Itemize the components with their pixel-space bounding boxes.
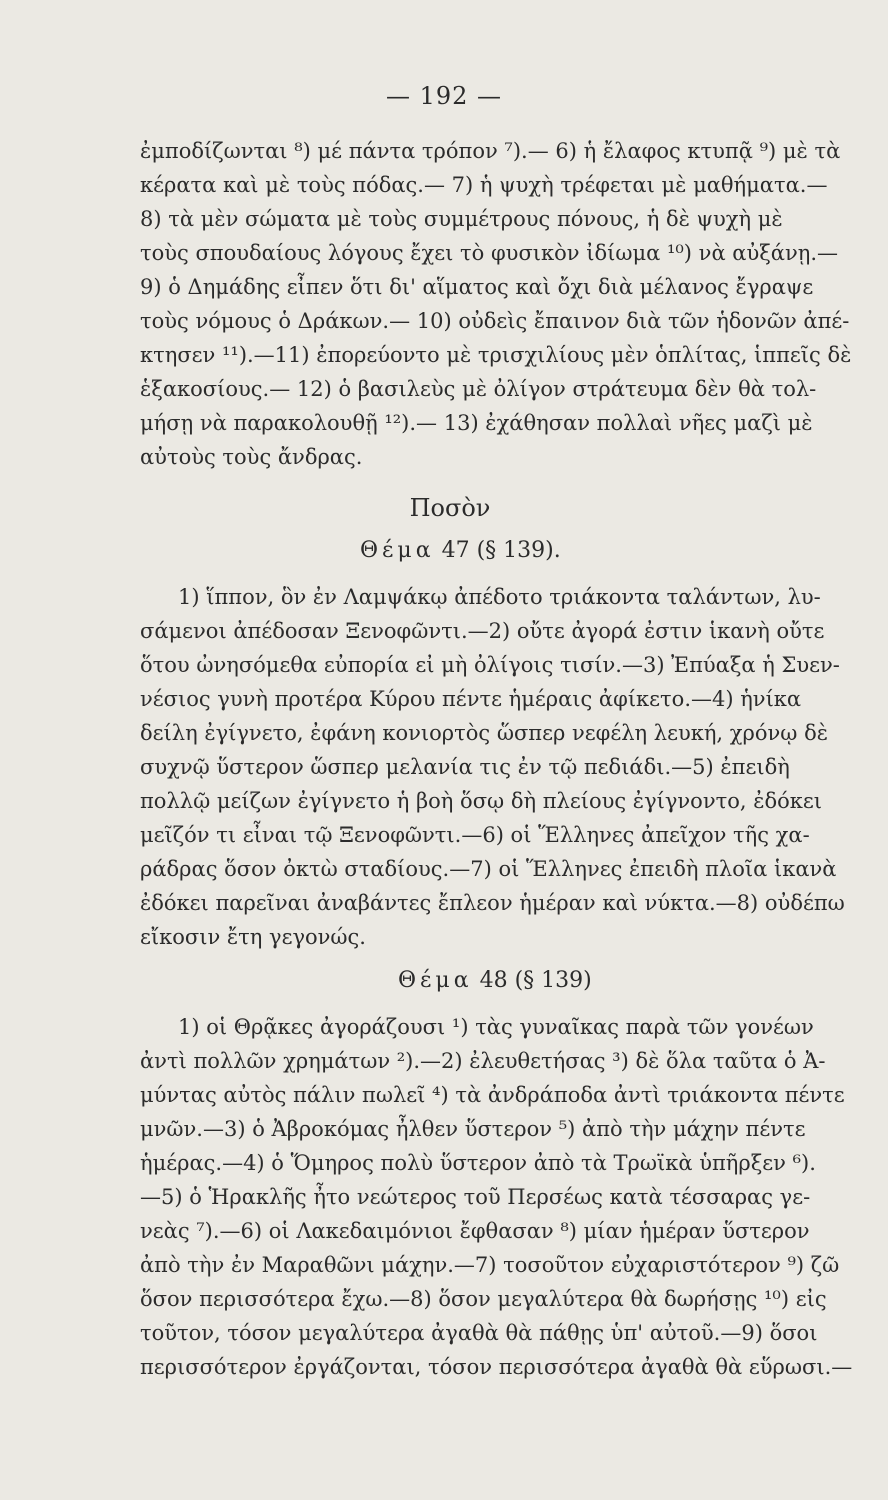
text-line: ὅτου ὠνησόμεθα εὐπορία εἰ μὴ ὀλίγοις τισίν.—3) Ἐπύαξα ἡ Συεν- xyxy=(140,653,840,677)
text-line: 1) οἱ Θρᾷκες ἀγοράζουσι ¹) τὰς γυναῖκας παρὰ τῶν γονέων xyxy=(178,1015,814,1039)
text-line: μύντας αὐτὸς πάλιν πωλεῖ ⁴) τὰ ἀνδράποδα ἀντὶ τριάκοντα πέντε xyxy=(140,1083,845,1107)
text-line: κέρατα καὶ μὲ τοὺς πόδας.— 7) ἡ ψυχὴ τρέφεται μὲ μαθήματα.— xyxy=(140,173,828,197)
text-line: 9) ὁ Δημάδης εἶπεν ὅτι δι' αἵματος καὶ ὄχι διὰ μέλανος ἔγραψε xyxy=(140,275,814,299)
theme-48-text xyxy=(140,1010,878,1384)
theme-47-number: 47 (§ 139). xyxy=(441,538,561,563)
text-line: ἡμέρας.—4) ὁ Ὅμηρος πολὺ ὕστερον ἀπὸ τὰ Τρωϊκὰ ὑπῆρξεν ⁶). xyxy=(140,1151,816,1175)
text-line: κτησεν ¹¹).—11) ἐπορεύοντο μὲ τρισχιλίους μὲν ὁπλίτας, ἱππεῖς δὲ xyxy=(140,343,852,367)
text-line: μήσῃ νὰ παρακολουθῇ ¹²).— 13) ἐχάθησαν πολλαὶ νῆες μαζὶ μὲ xyxy=(140,411,813,435)
text-line: εἴκοσιν ἔτη γεγονώς. xyxy=(140,925,366,949)
text-line: αὐτοὺς τοὺς ἄνδρας. xyxy=(140,445,363,469)
text-line: ἑξακοσίους.— 12) ὁ βασιλεὺς μὲ ὀλίγον στράτευμα δὲν θὰ τολ- xyxy=(140,377,817,401)
paragraph-exercise-continuation xyxy=(140,134,878,474)
text-line: σάμενοι ἀπέδοσαν Ξενοφῶντι.—2) οὔτε ἀγορά ἐστιν ἱκανὴ οὔτε xyxy=(140,619,825,643)
text-line: τοὺς σπουδαίους λόγους ἔχει τὸ φυσικὸν ἰδίωμα ¹⁰) νὰ αὐξάνῃ.— xyxy=(140,241,839,265)
text-line: μεῖζόν τι εἶναι τῷ Ξενοφῶντι.—6) οἱ Ἕλληνες ἀπεῖχον τῆς χα- xyxy=(140,823,810,847)
theme-48-number: 48 (§ 139) xyxy=(479,968,592,993)
section-heading: Ποσὸν xyxy=(409,494,491,522)
text-line: τοὺς νόμους ὁ Δράκων.— 10) οὐδεὶς ἔπαινον διὰ τῶν ἡδονῶν ἀπέ- xyxy=(140,309,850,333)
page-number: — 192 — xyxy=(385,82,503,110)
text-line: 1) ἵππον, ὃν ἐν Λαμψάκῳ ἀπέδοτο τριάκοντα ταλάντων, λυ- xyxy=(178,585,821,609)
text-line: ράδρας ὅσον ὀκτὼ σταδίους.—7) οἱ Ἕλληνες ἐπειδὴ πλοῖα ἱκανὰ xyxy=(140,857,837,881)
text-line: ἐδόκει παρεῖναι ἀναβάντες ἔπλεον ἡμέραν καὶ νύκτα.—8) οὐδέπω xyxy=(140,891,845,915)
text-line: ἀπὸ τὴν ἐν Μαραθῶνι μάχην.—7) τοσοῦτον εὐχαριστότερον ⁹) ζῶ xyxy=(140,1253,840,1277)
theme-47-title xyxy=(360,538,561,563)
text-line: νεὰς ⁷).—6) οἱ Λακεδαιμόνιοι ἔφθασαν ⁸) μίαν ἡμέραν ὕστερον xyxy=(140,1219,810,1243)
text-line: μνῶν.—3) ὁ Ἀβροκόμας ἦλθεν ὕστερον ⁵) ἀπὸ τὴν μάχην πέντε xyxy=(140,1117,806,1141)
text-line: —5) ὁ Ἡρακλῆς ἦτο νεώτερος τοῦ Περσέως κατὰ τέσσαρας γε- xyxy=(140,1185,811,1209)
text-line: νέσιος γυνὴ προτέρα Κύρου πέντε ἡμέραις ἀφίκετο.—4) ἡνίκα xyxy=(140,687,802,711)
text-line: τοῦτον, τόσον μεγαλύτερα ἀγαθὰ θὰ πάθῃς ὑπ' αὐτοῦ.—9) ὅσοι xyxy=(140,1321,818,1345)
text-line: ἐμποδίζωνται ⁸) μέ πάντα τρόπον ⁷).— 6) ἡ ἔλαφος κτυπᾷ ⁹) μὲ τὰ xyxy=(140,139,841,163)
theme-47-label: Θέμα xyxy=(360,538,435,563)
text-line: ἀντὶ πολλῶν χρημάτων ²).—2) ἐλευθετήσας ³) δὲ ὅλα ταῦτα ὁ Ἀ- xyxy=(140,1049,826,1073)
text-line: 8) τὰ μὲν σώματα μὲ τοὺς συμμέτρους πόνους, ἡ δὲ ψυχὴ μὲ xyxy=(140,207,783,231)
theme-48-title xyxy=(398,968,592,993)
text-line: συχνῷ ὕστερον ὥσπερ μελανία τις ἐν τῷ πεδιάδι.—5) ἐπειδὴ xyxy=(140,755,790,779)
text-line: πολλῷ μείζων ἐγίγνετο ἡ βοὴ ὅσῳ δὴ πλείους ἐγίγνοντο, ἐδόκει xyxy=(140,789,822,813)
text-line: ὅσον περισσότερα ἔχω.—8) ὅσον μεγαλύτερα θὰ δωρήσῃς ¹⁰) εἰς xyxy=(140,1287,827,1311)
text-line: περισσότερον ἐργάζονται, τόσον περισσότερα ἀγαθὰ θὰ εὕρωσι.— xyxy=(140,1355,853,1379)
theme-47-text xyxy=(140,580,878,954)
text-line: δείλη ἐγίγνετο, ἐφάνη κονιορτὸς ὥσπερ νεφέλη λευκή, χρόνῳ δὲ xyxy=(140,721,828,745)
theme-48-label: Θέμα xyxy=(398,968,473,993)
